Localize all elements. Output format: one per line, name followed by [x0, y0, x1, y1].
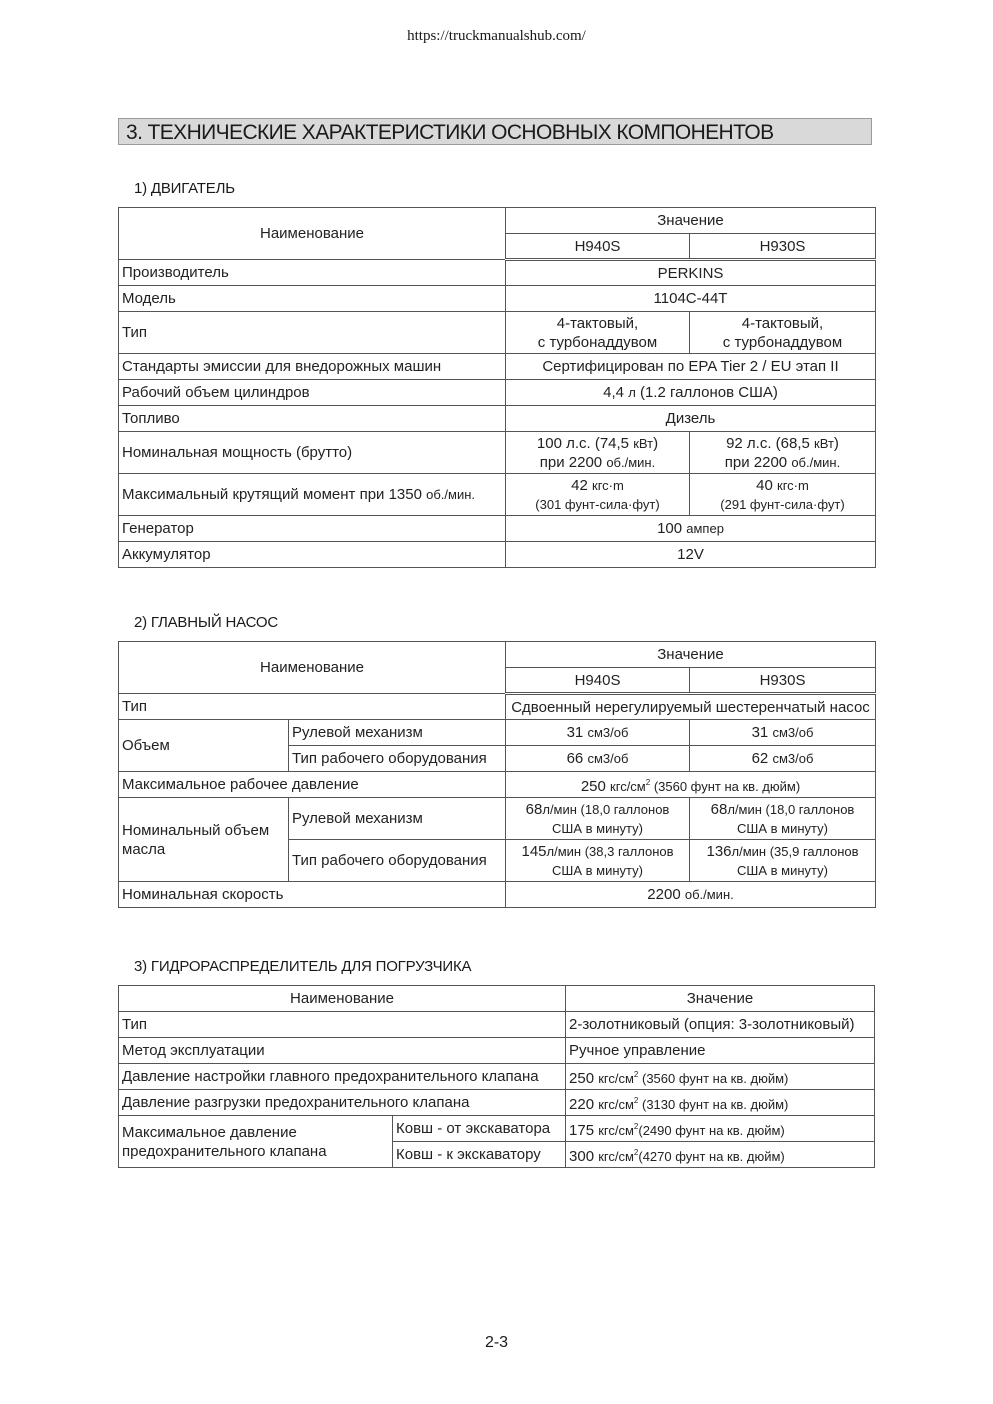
table-row: [119, 516, 876, 542]
header-model-a: H940S: [506, 234, 690, 260]
row-label: Тип: [119, 312, 506, 354]
table-row: [119, 1116, 875, 1142]
value-number: 92 л.с. (68,5: [726, 434, 815, 452]
row-value-b: [690, 746, 876, 772]
value-text: (2490 фунт на кв. дюйм): [638, 1123, 785, 1138]
header-name: Наименование: [119, 208, 506, 260]
value-line: [693, 476, 872, 495]
value-line: США в минуту): [552, 820, 643, 836]
value-line: [693, 434, 872, 453]
row-value-a: [506, 312, 690, 354]
section-title: 3. ТЕХНИЧЕСКИЕ ХАРАКТЕРИСТИКИ ОСНОВНЫХ КОМПОНЕНТОВ: [118, 118, 872, 145]
value-number: 66: [566, 750, 588, 767]
value-unit: об./мин.: [684, 887, 734, 902]
table-row: [119, 882, 876, 908]
value-unit: кгс/см: [610, 779, 646, 794]
value-unit: кгс/см: [598, 1097, 634, 1112]
label-line: Номинальный объем: [122, 821, 270, 839]
row-value-a: [506, 798, 690, 840]
row-value: [506, 516, 876, 542]
value-number: при 2200: [539, 453, 607, 471]
pump-spec-table: [118, 641, 876, 908]
value-superscript: 2: [645, 778, 651, 787]
value-unit: см3/об: [772, 751, 814, 766]
row-label: Аккумулятор: [119, 542, 506, 568]
engine-spec-table: [118, 207, 876, 568]
page-number: 2-3: [484, 1334, 509, 1351]
row-label: Модель: [119, 286, 506, 312]
value-unit: кВт: [633, 435, 654, 451]
value-number: при 2200: [724, 453, 792, 471]
table-header-row: [119, 986, 875, 1012]
value-line: (291 фунт-сила·фут): [720, 496, 845, 512]
value-line: [693, 842, 872, 861]
value-number: 100: [657, 520, 687, 537]
header-value: Значение: [566, 986, 875, 1012]
row-value: [566, 1142, 875, 1168]
label-text: Максимальный крутящий момент при 1350: [122, 486, 427, 503]
value-superscript: 2: [633, 1070, 639, 1079]
row-value: 2-золотниковый (опция: 3-золотниковый): [566, 1012, 875, 1038]
row-value: [566, 1116, 875, 1142]
row-value: [506, 380, 876, 406]
value-unit: см3/об: [587, 751, 629, 766]
value-unit: л/мин (38,3 галлонов: [546, 843, 674, 859]
table-header-row: [119, 208, 876, 234]
value-unit: кгс/см: [598, 1071, 634, 1086]
valve-spec-table: [118, 985, 875, 1168]
row-sublabel: Тип рабочего оборудования: [289, 840, 506, 882]
value-superscript: 2: [633, 1096, 639, 1105]
row-sublabel: Рулевой механизм: [289, 798, 506, 840]
row-sublabel: Ковш - к экскаватору: [393, 1142, 566, 1168]
value-line: США в минуту): [552, 862, 643, 878]
value-unit: ампер: [686, 521, 724, 536]
table-row: [119, 260, 876, 286]
value-number: 136: [706, 842, 732, 860]
value-unit: кгс·m: [592, 477, 624, 493]
table-row: [119, 474, 876, 516]
header-model-b: H930S: [690, 234, 876, 260]
row-value-b: [690, 432, 876, 474]
value-unit: кгс/см: [598, 1123, 634, 1138]
value-number: 175: [569, 1122, 599, 1139]
row-value: [566, 1090, 875, 1116]
row-value-a: [506, 474, 690, 516]
header-name: Наименование: [119, 986, 566, 1012]
engine-section-title: 1) ДВИГАТЕЛЬ: [134, 180, 235, 197]
value-text: ): [653, 434, 659, 452]
value-line: [509, 800, 686, 819]
value-line: [693, 800, 872, 819]
label-unit: об./мин.: [426, 487, 476, 502]
value-number: 250: [580, 778, 611, 795]
table-row: [119, 286, 876, 312]
row-label: [119, 1116, 393, 1168]
row-value: Сдвоенный нерегулируемый шестеренчатый насос: [506, 694, 876, 720]
value-text: (3560 фунт на кв. дюйм): [638, 1071, 789, 1086]
row-value-a: [506, 432, 690, 474]
value-line: [509, 434, 686, 453]
value-unit: кгс/см: [598, 1149, 634, 1164]
table-row: [119, 1064, 875, 1090]
row-value-a: [506, 746, 690, 772]
row-label: Давление настройки главного предохранительного клапана: [119, 1064, 566, 1090]
row-value-b: [690, 840, 876, 882]
row-value-a: [506, 720, 690, 746]
value-number: 2200: [647, 886, 685, 903]
value-line: (301 фунт-сила·фут): [535, 496, 660, 512]
row-value: [506, 882, 876, 908]
value-line: [693, 453, 872, 472]
value-line: США в минуту): [737, 862, 828, 878]
value-number: 62: [751, 750, 773, 767]
value-line: [509, 842, 686, 861]
table-row: [119, 354, 876, 380]
value-line: США в минуту): [737, 820, 828, 836]
row-value: [566, 1064, 875, 1090]
row-label: Максимальное рабочее давление: [119, 772, 506, 798]
value-number: 68: [710, 800, 728, 818]
value-text: (3560 фунт на кв. дюйм): [650, 779, 801, 794]
table-row: [119, 380, 876, 406]
row-value: 12V: [506, 542, 876, 568]
row-value: PERKINS: [506, 260, 876, 286]
table-row: [119, 432, 876, 474]
row-label: [119, 798, 289, 882]
value-line: [509, 453, 686, 472]
header-model-a: H940S: [506, 668, 690, 694]
row-value: Сертифицирован по EPA Tier 2 / EU этап II: [506, 354, 876, 380]
label-line: предохранительного клапана: [122, 1142, 327, 1160]
table-row: [119, 694, 876, 720]
table-row: [119, 720, 876, 746]
row-value-b: [690, 798, 876, 840]
row-label: Тип: [119, 694, 506, 720]
value-line: [509, 476, 686, 495]
row-label: Генератор: [119, 516, 506, 542]
row-sublabel: Ковш - от экскаватора: [393, 1116, 566, 1142]
value-number: 4,4: [603, 384, 629, 401]
value-number: 42: [571, 476, 593, 494]
value-text: (3130 фунт на кв. дюйм): [638, 1097, 789, 1112]
value-unit: л: [628, 385, 636, 400]
row-label: [119, 474, 506, 516]
label-line: Максимальное давление: [122, 1123, 297, 1141]
row-label: Рабочий объем цилиндров: [119, 380, 506, 406]
table-row: [119, 1090, 875, 1116]
table-row: [119, 772, 876, 798]
row-sublabel: Рулевой механизм: [289, 720, 506, 746]
row-label: Стандарты эмиссии для внедорожных машин: [119, 354, 506, 380]
value-line: с турбонаддувом: [537, 333, 658, 351]
row-label: Номинальная мощность (брутто): [119, 432, 506, 474]
pump-section-title: 2) ГЛАВНЫЙ НАСОС: [134, 614, 279, 631]
row-label: Объем: [119, 720, 289, 772]
value-number: 250: [569, 1070, 599, 1087]
table-row: [119, 1012, 875, 1038]
value-unit: л/мин (35,9 галлонов: [731, 843, 859, 859]
row-label: Номинальная скорость: [119, 882, 506, 908]
valve-section-title: 3) ГИДРОРАСПРЕДЕЛИТЕЛЬ ДЛЯ ПОГРУЗЧИКА: [134, 958, 472, 975]
value-number: 145: [521, 842, 547, 860]
source-url: https://truckmanualshub.com/: [407, 28, 586, 44]
value-text: (1.2 галлонов США): [635, 384, 778, 401]
label-line: масла: [122, 840, 166, 858]
value-text: (4270 фунт на кв. дюйм): [638, 1149, 785, 1164]
header-name: Наименование: [119, 642, 506, 694]
value-number: 300: [569, 1148, 599, 1165]
table-row: [119, 406, 876, 432]
row-label: Топливо: [119, 406, 506, 432]
header-model-b: H930S: [690, 668, 876, 694]
value-unit: кВт: [814, 435, 834, 451]
value-number: 220: [569, 1096, 599, 1113]
row-label: Тип: [119, 1012, 566, 1038]
row-label: Метод эксплуатации: [119, 1038, 566, 1064]
value-unit: кгс·m: [777, 477, 809, 493]
value-unit: л/мин (18,0 галлонов: [542, 801, 670, 817]
value-number: 31: [751, 724, 773, 741]
value-line: 4-тактовый,: [741, 314, 824, 332]
value-unit: см3/об: [587, 725, 629, 740]
row-label: Производитель: [119, 260, 506, 286]
row-label: Давление разгрузки предохранительного клапана: [119, 1090, 566, 1116]
value-unit: об./мин.: [606, 454, 656, 470]
value-text: ): [833, 434, 839, 452]
header-value: Значение: [506, 208, 876, 234]
row-value: Дизель: [506, 406, 876, 432]
row-value: [506, 772, 876, 798]
row-value-a: [506, 840, 690, 882]
header-value: Значение: [506, 642, 876, 668]
table-row: [119, 542, 876, 568]
row-value: 1104C-44T: [506, 286, 876, 312]
row-value-b: [690, 720, 876, 746]
row-value-b: [690, 474, 876, 516]
value-unit: см3/об: [772, 725, 814, 740]
row-sublabel: Тип рабочего оборудования: [289, 746, 506, 772]
table-row: [119, 312, 876, 354]
value-number: 100 л.с. (74,5: [536, 434, 634, 452]
table-row: [119, 798, 876, 840]
table-header-row: [119, 642, 876, 668]
value-number: 40: [756, 476, 778, 494]
row-value: Ручное управление: [566, 1038, 875, 1064]
value-line: 4-тактовый,: [556, 314, 639, 332]
table-row: [119, 1038, 875, 1064]
value-number: 68: [525, 800, 543, 818]
value-superscript: 2: [633, 1122, 639, 1131]
value-superscript: 2: [633, 1148, 639, 1157]
row-value-b: [690, 312, 876, 354]
value-unit: л/мин (18,0 галлонов: [727, 801, 855, 817]
value-line: с турбонаддувом: [722, 333, 843, 351]
value-unit: об./мин.: [791, 454, 841, 470]
value-number: 31: [566, 724, 588, 741]
